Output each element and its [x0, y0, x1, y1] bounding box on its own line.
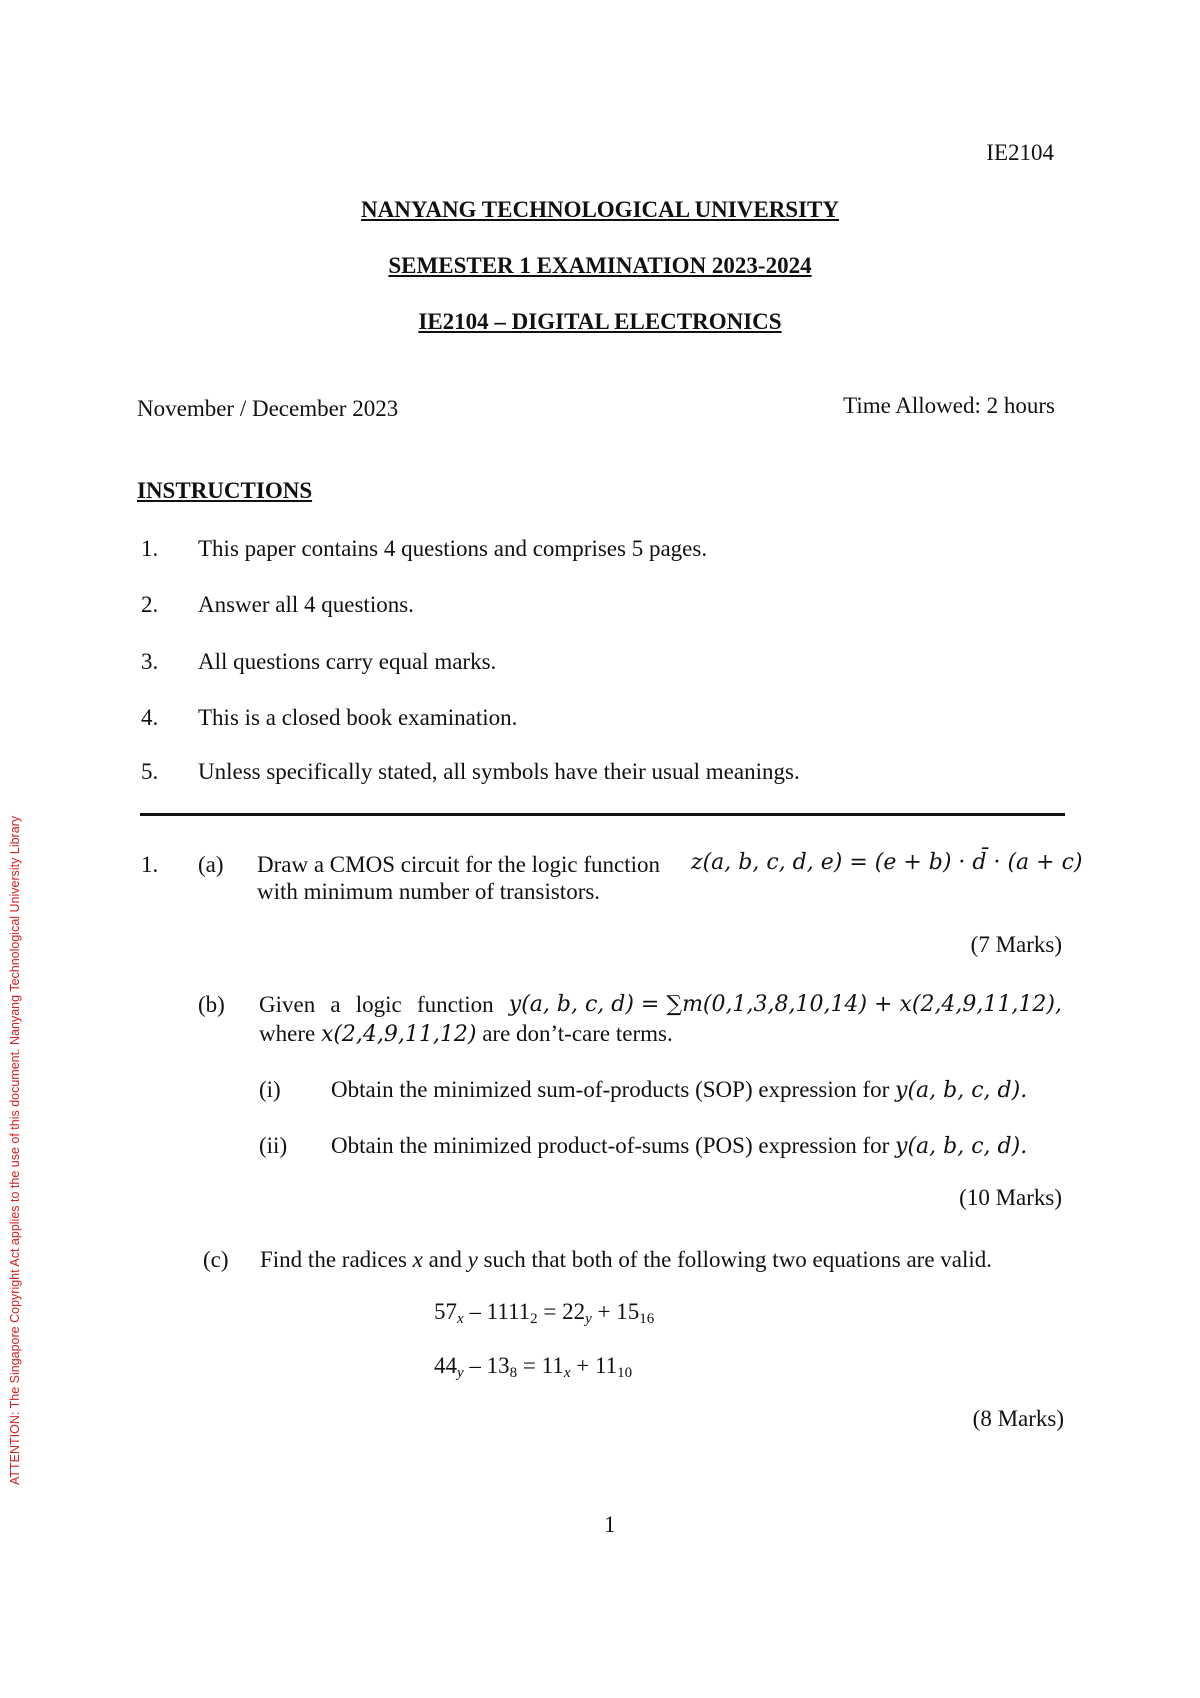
- university-title: NANYANG TECHNOLOGICAL UNIVERSITY: [361, 197, 839, 222]
- page-number: 1: [604, 1512, 616, 1537]
- instruction-text: All questions carry equal marks.: [198, 649, 497, 674]
- part-b-word: logic: [355, 992, 402, 1017]
- course-title: IE2104 – DIGITAL ELECTRONICS: [418, 309, 782, 334]
- eq1-radix-b: 2: [530, 1311, 538, 1327]
- part-b-line2: [259, 1021, 673, 1047]
- eq2-term-a: 44: [434, 1353, 457, 1378]
- instruction-text: This is a closed book examination.: [198, 705, 518, 730]
- eq1-term-d: 15: [616, 1299, 640, 1324]
- part-b-dontcare-expression: x(2,4,9,11,12): [320, 1022, 477, 1047]
- instruction-text: This paper contains 4 questions and comprises 5 pages.: [198, 536, 708, 561]
- equation-1: [434, 1299, 654, 1328]
- equation-2: [434, 1353, 632, 1382]
- part-b-ii-expression: y(a, b, c, d).: [895, 1134, 1028, 1159]
- instruction-number: 4.: [141, 705, 159, 730]
- part-a-text-cont: with minimum number of transistors.: [257, 879, 601, 904]
- eq2-term-d: 11: [594, 1353, 618, 1378]
- eq1-term-b: 1111: [486, 1299, 531, 1324]
- eq2-minus: –: [469, 1353, 481, 1378]
- exam-date: November / December 2023: [137, 396, 399, 421]
- instruction-text: Unless specifically stated, all symbols have their usual meanings.: [198, 759, 800, 784]
- instructions-heading: INSTRUCTIONS: [137, 478, 313, 503]
- instruction-number: 1.: [141, 536, 159, 561]
- part-b-word: Given: [259, 992, 316, 1017]
- part-c-text: [260, 1247, 992, 1273]
- part-b-i-label: (i): [259, 1077, 281, 1102]
- part-b-i-question: Obtain the minimized sum-of-products (SOP) expression for: [331, 1077, 890, 1102]
- part-b-expression: y(a, b, c, d) = ∑m(0,1,3,8,10,14) + x(2,4,9,11,12),: [508, 992, 1062, 1017]
- eq2-radix-a: y: [457, 1365, 464, 1381]
- eq2-radix-c: x: [563, 1365, 571, 1381]
- instruction-text: Answer all 4 questions.: [198, 592, 414, 617]
- part-c-text-start: Find the radices: [260, 1247, 407, 1272]
- part-b-ii-text: [331, 1133, 1027, 1159]
- eq2-term-c: 11: [541, 1353, 564, 1378]
- eq2-plus: +: [576, 1353, 590, 1378]
- part-c-var-x: x: [412, 1247, 423, 1272]
- eq1-minus: –: [469, 1299, 481, 1324]
- eq1-radix-a: x: [457, 1311, 464, 1327]
- time-allowed: Time Allowed: 2 hours: [843, 393, 1055, 418]
- instruction-number: 3.: [141, 649, 159, 674]
- eq1-plus: +: [597, 1299, 611, 1324]
- part-c-text-and: and: [428, 1247, 462, 1272]
- part-b-word: function: [416, 992, 494, 1017]
- instruction-number: 2.: [141, 592, 159, 617]
- eq1-radix-d: 16: [639, 1311, 655, 1327]
- part-b-ii-label: (ii): [259, 1133, 288, 1158]
- part-b-ii-question: Obtain the minimized product-of-sums (POS) expression for: [331, 1133, 890, 1158]
- part-b-i-expression: y(a, b, c, d).: [895, 1078, 1028, 1103]
- part-b-label: (b): [198, 992, 225, 1017]
- part-c-label: (c): [203, 1247, 229, 1272]
- section-divider: [140, 813, 1065, 816]
- eq2-term-b: 13: [486, 1353, 510, 1378]
- eq1-term-a: 57: [434, 1299, 457, 1324]
- part-b-word: a: [330, 992, 341, 1017]
- part-b-i-text: [331, 1077, 1027, 1103]
- part-a-expression: z(a, b, c, d, e) = (e + b) · d̄ · (a + c): [691, 850, 1083, 875]
- part-c-text-end: such that both of the following two equations are valid.: [483, 1247, 993, 1272]
- part-a-label: (a): [198, 852, 224, 877]
- eq1-term-c: 22: [562, 1299, 586, 1324]
- part-b-line1: [259, 992, 1062, 1018]
- eq1-radix-c: y: [585, 1311, 592, 1327]
- eq1-equals: =: [543, 1299, 557, 1324]
- part-c-marks: (8 Marks): [972, 1406, 1064, 1431]
- eq2-radix-d: 10: [617, 1365, 633, 1381]
- course-code-top: IE2104: [986, 140, 1054, 165]
- exam-title: SEMESTER 1 EXAMINATION 2023-2024: [388, 253, 812, 278]
- eq2-equals: =: [522, 1353, 536, 1378]
- part-b-marks: (10 Marks): [959, 1185, 1062, 1210]
- question-number: 1.: [141, 852, 159, 877]
- part-a-marks: (7 Marks): [970, 932, 1062, 957]
- part-a-text: Draw a CMOS circuit for the logic function: [257, 852, 661, 877]
- instruction-number: 5.: [141, 759, 159, 784]
- part-b-dontcare-text: are don’t-care terms.: [482, 1021, 673, 1046]
- copyright-notice: ATTENTION: The Singapore Copyright Act applies to the use of this document. Nanyang Technological University Library: [8, 815, 22, 1485]
- part-b-where: where: [259, 1021, 316, 1046]
- eq2-radix-b: 8: [509, 1365, 518, 1381]
- part-c-var-y: y: [467, 1247, 478, 1272]
